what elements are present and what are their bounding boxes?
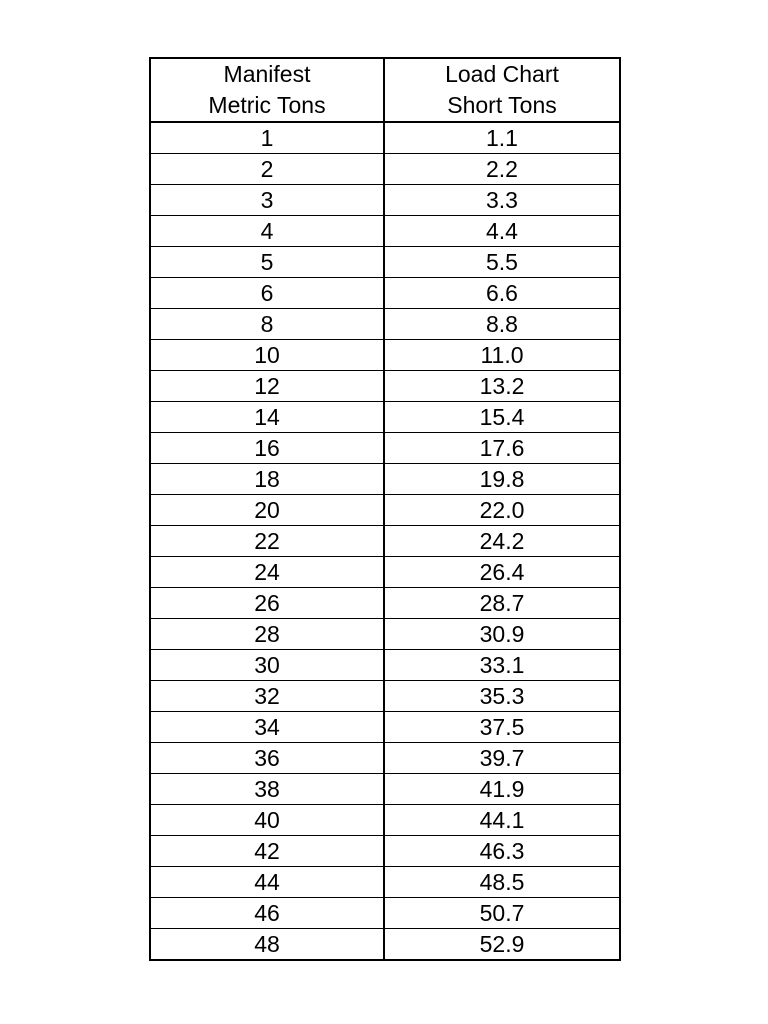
header-line: Metric Tons [208, 92, 326, 118]
metric-tons-cell: 36 [150, 743, 384, 774]
table-header [150, 58, 620, 122]
metric-tons-cell: 38 [150, 774, 384, 805]
short-tons-cell: 48.5 [384, 867, 620, 898]
metric-tons-cell: 4 [150, 216, 384, 247]
metric-tons-cell: 14 [150, 402, 384, 433]
short-tons-cell: 19.8 [384, 464, 620, 495]
table-row [150, 867, 620, 898]
short-tons-cell: 1.1 [384, 122, 620, 154]
short-tons-cell: 46.3 [384, 836, 620, 867]
short-tons-cell: 15.4 [384, 402, 620, 433]
table-row [150, 495, 620, 526]
metric-tons-cell: 20 [150, 495, 384, 526]
metric-tons-cell: 10 [150, 340, 384, 371]
short-tons-cell: 8.8 [384, 309, 620, 340]
table-row [150, 743, 620, 774]
short-tons-cell: 11.0 [384, 340, 620, 371]
conversion-table [149, 57, 621, 961]
metric-tons-cell: 48 [150, 929, 384, 961]
short-tons-cell: 2.2 [384, 154, 620, 185]
header-line: Short Tons [447, 92, 557, 118]
short-tons-cell: 52.9 [384, 929, 620, 961]
table-row [150, 185, 620, 216]
metric-tons-cell: 40 [150, 805, 384, 836]
table-row [150, 929, 620, 961]
short-tons-cell: 26.4 [384, 557, 620, 588]
table-row [150, 402, 620, 433]
table-row [150, 433, 620, 464]
table-row [150, 340, 620, 371]
table-row [150, 464, 620, 495]
table-row [150, 216, 620, 247]
short-tons-cell: 41.9 [384, 774, 620, 805]
table-row [150, 371, 620, 402]
table-body [150, 122, 620, 960]
table-row [150, 774, 620, 805]
table-row [150, 898, 620, 929]
short-tons-cell: 13.2 [384, 371, 620, 402]
metric-tons-cell: 34 [150, 712, 384, 743]
short-tons-cell: 6.6 [384, 278, 620, 309]
metric-tons-cell: 30 [150, 650, 384, 681]
table-row [150, 712, 620, 743]
table-row [150, 309, 620, 340]
short-tons-cell: 22.0 [384, 495, 620, 526]
short-tons-cell: 50.7 [384, 898, 620, 929]
table-row [150, 122, 620, 154]
table-row [150, 557, 620, 588]
metric-tons-cell: 12 [150, 371, 384, 402]
metric-tons-cell: 5 [150, 247, 384, 278]
header-manifest-metric-tons [150, 58, 384, 122]
metric-tons-cell: 28 [150, 619, 384, 650]
short-tons-cell: 39.7 [384, 743, 620, 774]
short-tons-cell: 30.9 [384, 619, 620, 650]
metric-tons-cell: 2 [150, 154, 384, 185]
header-load-chart-short-tons [384, 58, 620, 122]
table-row [150, 619, 620, 650]
metric-tons-cell: 42 [150, 836, 384, 867]
table-row [150, 154, 620, 185]
metric-tons-cell: 8 [150, 309, 384, 340]
short-tons-cell: 5.5 [384, 247, 620, 278]
metric-tons-cell: 26 [150, 588, 384, 619]
metric-tons-cell: 18 [150, 464, 384, 495]
table-row [150, 681, 620, 712]
metric-tons-cell: 24 [150, 557, 384, 588]
metric-tons-cell: 1 [150, 122, 384, 154]
metric-tons-cell: 3 [150, 185, 384, 216]
metric-tons-cell: 22 [150, 526, 384, 557]
short-tons-cell: 17.6 [384, 433, 620, 464]
table-row [150, 836, 620, 867]
table-row [150, 247, 620, 278]
header-line: Manifest [223, 61, 311, 87]
metric-tons-cell: 44 [150, 867, 384, 898]
header-line: Load Chart [445, 61, 559, 87]
table-row [150, 526, 620, 557]
header-row [150, 58, 620, 122]
table-row [150, 278, 620, 309]
short-tons-cell: 3.3 [384, 185, 620, 216]
short-tons-cell: 4.4 [384, 216, 620, 247]
metric-tons-cell: 6 [150, 278, 384, 309]
short-tons-cell: 35.3 [384, 681, 620, 712]
short-tons-cell: 44.1 [384, 805, 620, 836]
metric-tons-cell: 46 [150, 898, 384, 929]
table-row [150, 650, 620, 681]
short-tons-cell: 37.5 [384, 712, 620, 743]
short-tons-cell: 33.1 [384, 650, 620, 681]
short-tons-cell: 24.2 [384, 526, 620, 557]
short-tons-cell: 28.7 [384, 588, 620, 619]
table-row [150, 588, 620, 619]
metric-tons-cell: 32 [150, 681, 384, 712]
metric-tons-cell: 16 [150, 433, 384, 464]
table-row [150, 805, 620, 836]
